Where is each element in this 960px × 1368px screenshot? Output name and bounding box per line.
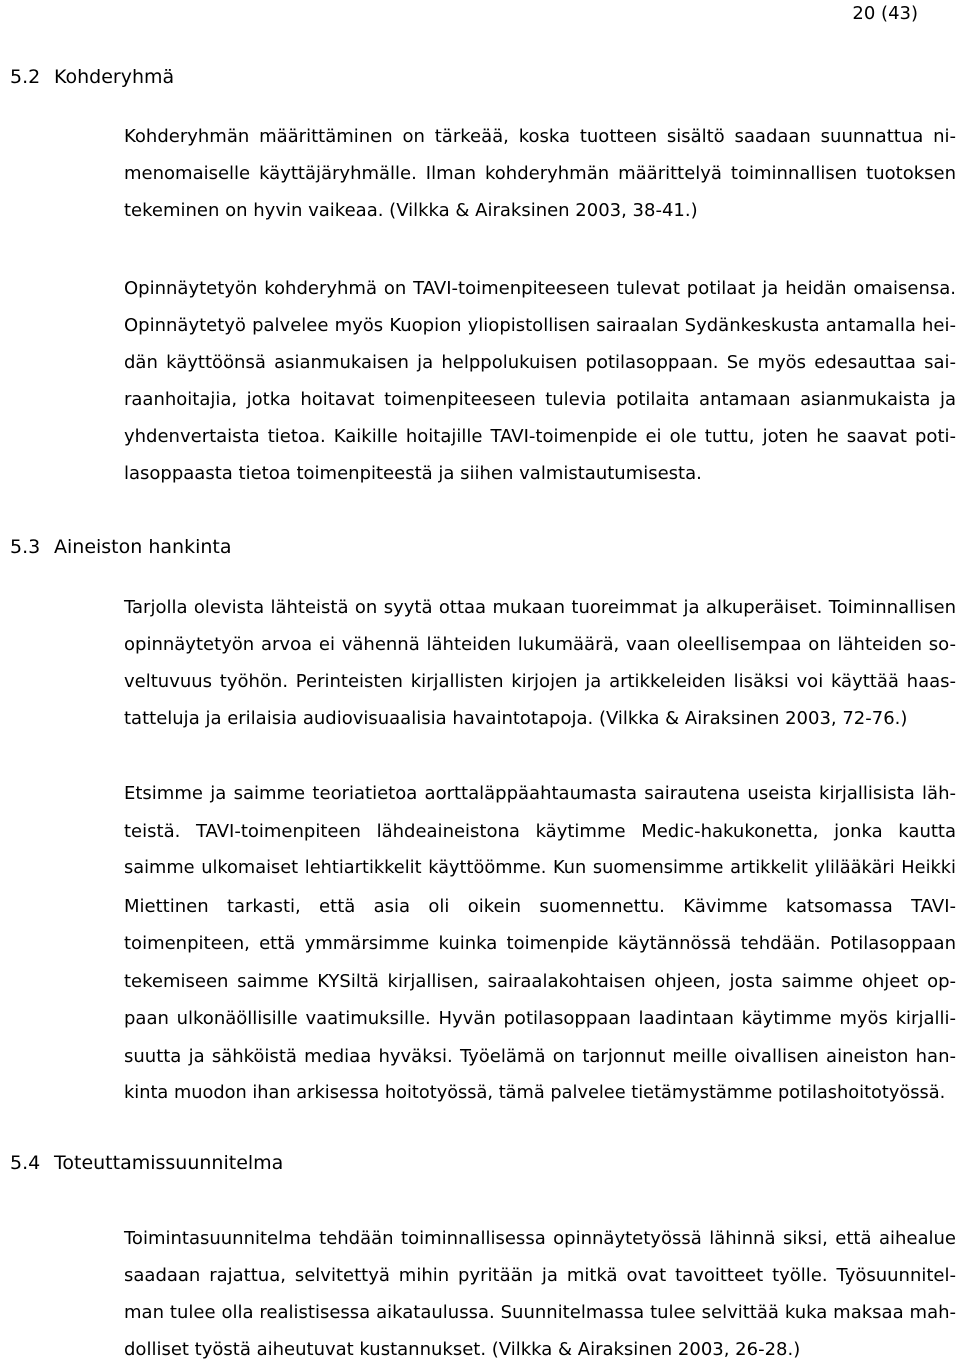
text-line: toimenpiteen, että ymmärsimme kuinka toimenpide käytännössä tehdään. Potilasoppaan	[124, 933, 956, 954]
text-line: veltuvuus työhön. Perinteisten kirjallisten kirjojen ja artikkeleiden lisäksi voi käyttää haas-	[124, 671, 956, 692]
paragraph	[124, 1220, 956, 1368]
section-number: 5.3	[10, 536, 41, 558]
section-heading	[10, 1152, 283, 1174]
text-line: Tarjolla olevista lähteistä on syytä ottaa mukaan tuoreimmat ja alkuperäiset. Toiminnallisen	[124, 597, 956, 618]
text-line: tekemiseen saimme KYSiltä kirjallisen, sairaalakohtaisen ohjeen, josta saimme ohjeet op-	[124, 970, 956, 992]
paragraph	[124, 775, 956, 1113]
section-title: Toteuttamissuunnitelma	[54, 1152, 284, 1174]
section-title: Aineiston hankinta	[54, 536, 232, 558]
section-number: 5.2	[10, 66, 41, 88]
paragraph	[124, 270, 956, 492]
section-number: 5.4	[10, 1152, 41, 1174]
text-line: yhdenvertaista tietoa. Kaikille hoitajille TAVI-toimenpide ei ole tuttu, joten he saavat poti-	[124, 426, 956, 447]
text-line: dolliset työstä aiheutuvat kustannukset. (Vilkka & Airaksinen 2003, 26-28.)	[124, 1339, 801, 1360]
text-line: Kohderyhmän määrittäminen on tärkeää, koska tuotteen sisältö saadaan suunnattua ni-	[124, 126, 956, 147]
paragraph	[124, 118, 956, 229]
text-line: menomaiselle käyttäjäryhmälle. Ilman kohderyhmän määrittelyä toiminnallisen tuotoksen	[124, 163, 956, 184]
page-number: 20 (43)	[852, 3, 918, 24]
text-line: tatteluja ja erilaisia audiovisuaalisia havaintotapoja. (Vilkka & Airaksinen 2003, 72-76.)	[124, 708, 908, 729]
section-title: Kohderyhmä	[54, 66, 175, 88]
text-line: Opinnäytetyö palvelee myös Kuopion yliopistollisen sairaalan Sydänkeskusta antamalla hei-	[124, 315, 956, 336]
text-line: saadaan rajattua, selvitettyä mihin pyritään ja mitkä ovat tavoitteet työlle. Työsuunnitel-	[124, 1265, 956, 1286]
text-line: kinta muodon ihan arkisessa hoitotyössä, tämä palvelee tietämystämme potilashoitotyössä.	[124, 1083, 946, 1103]
text-line: saimme ulkomaiset lehtiartikkelit käyttöömme. Kun suomensimme artikkelit ylilääkäri Heikki	[124, 858, 956, 878]
text-line: Opinnäytetyön kohderyhmä on TAVI-toimenpiteeseen tulevat potilaat ja heidän omaisensa.	[124, 278, 956, 299]
text-line: dän käyttöönsä asianmukaisen ja helppolukuisen potilasoppaan. Se myös edesauttaa sai-	[124, 352, 956, 373]
text-line: raanhoitajia, jotka hoitavat toimenpiteeseen tulevia potilaita antamaan asianmukaista ja	[124, 389, 956, 410]
text-line: Toimintasuunnitelma tehdään toiminnallisessa opinnäytetyössä lähinnä siksi, että aihealue	[124, 1228, 956, 1249]
text-line: Etsimme ja saimme teoriatietoa aorttaläppäahtaumasta sairautena useista kirjallisista läh-	[124, 783, 956, 804]
text-line: lasoppaasta tietoa toimenpiteestä ja siihen valmistautumisesta.	[124, 463, 702, 484]
section-heading	[10, 536, 232, 558]
text-line: paan ulkonäöllisille vaatimuksille. Hyvän potilasoppaan laadintaan käytimme myös kirjalli-	[124, 1008, 956, 1029]
text-line: suutta ja sähköistä mediaa hyväksi. Työelämä on tarjonnut meille oivallisen aineiston han-	[124, 1045, 956, 1067]
text-line: opinnäytetyön arvoa ei vähennä lähteiden lukumäärä, vaan oleellisempaa on lähteiden so-	[124, 634, 956, 655]
text-line: Miettinen tarkasti, että asia oli oikein suomennettu. Kävimme katsomassa TAVI-	[124, 895, 956, 917]
text-line: tekeminen on hyvin vaikeaa. (Vilkka & Airaksinen 2003, 38-41.)	[124, 200, 698, 221]
text-line: teistä. TAVI-toimenpiteen lähdeaineistona käytimme Medic-hakukonetta, jonka kautta	[124, 820, 956, 842]
section-heading	[10, 66, 174, 88]
paragraph	[124, 589, 956, 737]
text-line: man tulee olla realistisessa aikataulussa. Suunnitelmassa tulee selvittää kuka maksaa mah-	[124, 1302, 956, 1323]
